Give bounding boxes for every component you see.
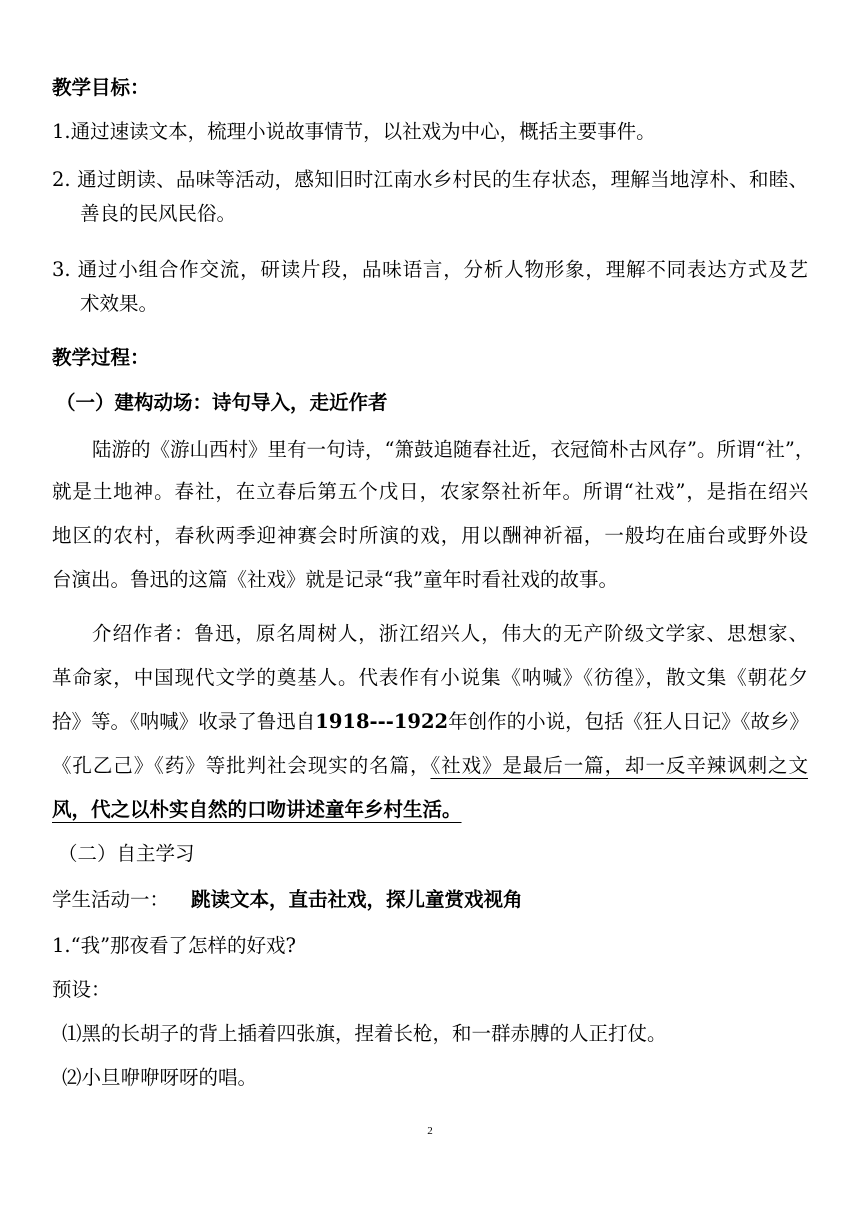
goal-item-2-line-2: 善良的民风民俗。: [80, 202, 237, 225]
intro-paragraph-line-2: 就是土地神。春社，在立春后第五个戊日，农家祭社祈年。所谓“社戏”，是指在绍兴: [52, 480, 808, 503]
activity-line: [52, 886, 523, 914]
author-text-a: 拾》等。《呐喊》收录了鲁迅自: [52, 710, 316, 733]
goal-item-2-line-1: 2. 通过朗读、品味等活动，感知旧时江南水乡村民的生存状态，理解当地淳朴、和睦、: [52, 168, 808, 191]
underlined-remark-part-2: 风，代之以朴实自然的口吻讲述童年乡村生活。: [52, 798, 462, 821]
intro-paragraph-line-3: 地区的农村，春秋两季迎神赛会时所演的戏，用以酬神祈福，一般均在庙台或野外设: [52, 524, 808, 547]
answer-2: ⑵小旦咿咿呀呀的唱。: [62, 1066, 258, 1089]
goals-heading: 教学目标：: [52, 76, 150, 99]
intro-paragraph-line-1: 陆游的《游山西村》里有一句诗，“箫鼓追随春社近，衣冠简朴古风存”。所谓“社”，: [92, 438, 815, 461]
author-paragraph-line-2: 革命家，中国现代文学的奠基人。代表作有小说集《呐喊》《彷徨》，散文集《朝花夕: [52, 666, 808, 689]
author-paragraph-line-4: [52, 752, 808, 780]
goal-item-3-line-1: 3. 通过小组合作交流，研读片段，品味语言，分析人物形象，理解不同表达方式及艺: [52, 258, 808, 281]
goal-item-3-line-2: 术效果。: [80, 292, 159, 315]
author-text-c: 《孔乙己》《药》等批判社会现实的名篇，: [52, 754, 431, 777]
activity-label: 学生活动一：: [52, 888, 170, 911]
author-paragraph-line-3: [52, 708, 808, 736]
underlined-remark-part-1: 《社戏》是最后一篇，却一反辛辣讽刺之文: [430, 754, 808, 777]
preset-label: 预设：: [52, 978, 111, 1001]
author-paragraph-line-1: 介绍作者：鲁迅，原名周树人，浙江绍兴人，伟大的无产阶级文学家、思想家、: [92, 622, 808, 645]
author-text-b: 年创作的小说，包括《狂人日记》《故乡》: [448, 710, 809, 733]
years-range: 1918---1922: [315, 710, 449, 733]
process-heading: 教学过程：: [52, 346, 150, 369]
page-number: 2: [427, 1125, 433, 1137]
section-2-title: （二）自主学习: [58, 842, 195, 865]
activity-title: 跳读文本，直击社戏，探儿童赏戏视角: [191, 888, 523, 911]
intro-paragraph-line-4: 台演出。鲁迅的这篇《社戏》就是记录“我”童年时看社戏的故事。: [52, 568, 618, 591]
question-1: 1.“我”那夜看了怎样的好戏?: [52, 934, 296, 957]
section-1-title: （一）建构动场：诗句导入，走近作者: [56, 391, 388, 414]
answer-1: ⑴黑的长胡子的背上插着四张旗，捏着长枪，和一群赤膊的人正打仗。: [62, 1022, 667, 1045]
goal-item-1: 1.通过速读文本，梳理小说故事情节，以社戏为中心，概括主要事件。: [52, 120, 656, 143]
